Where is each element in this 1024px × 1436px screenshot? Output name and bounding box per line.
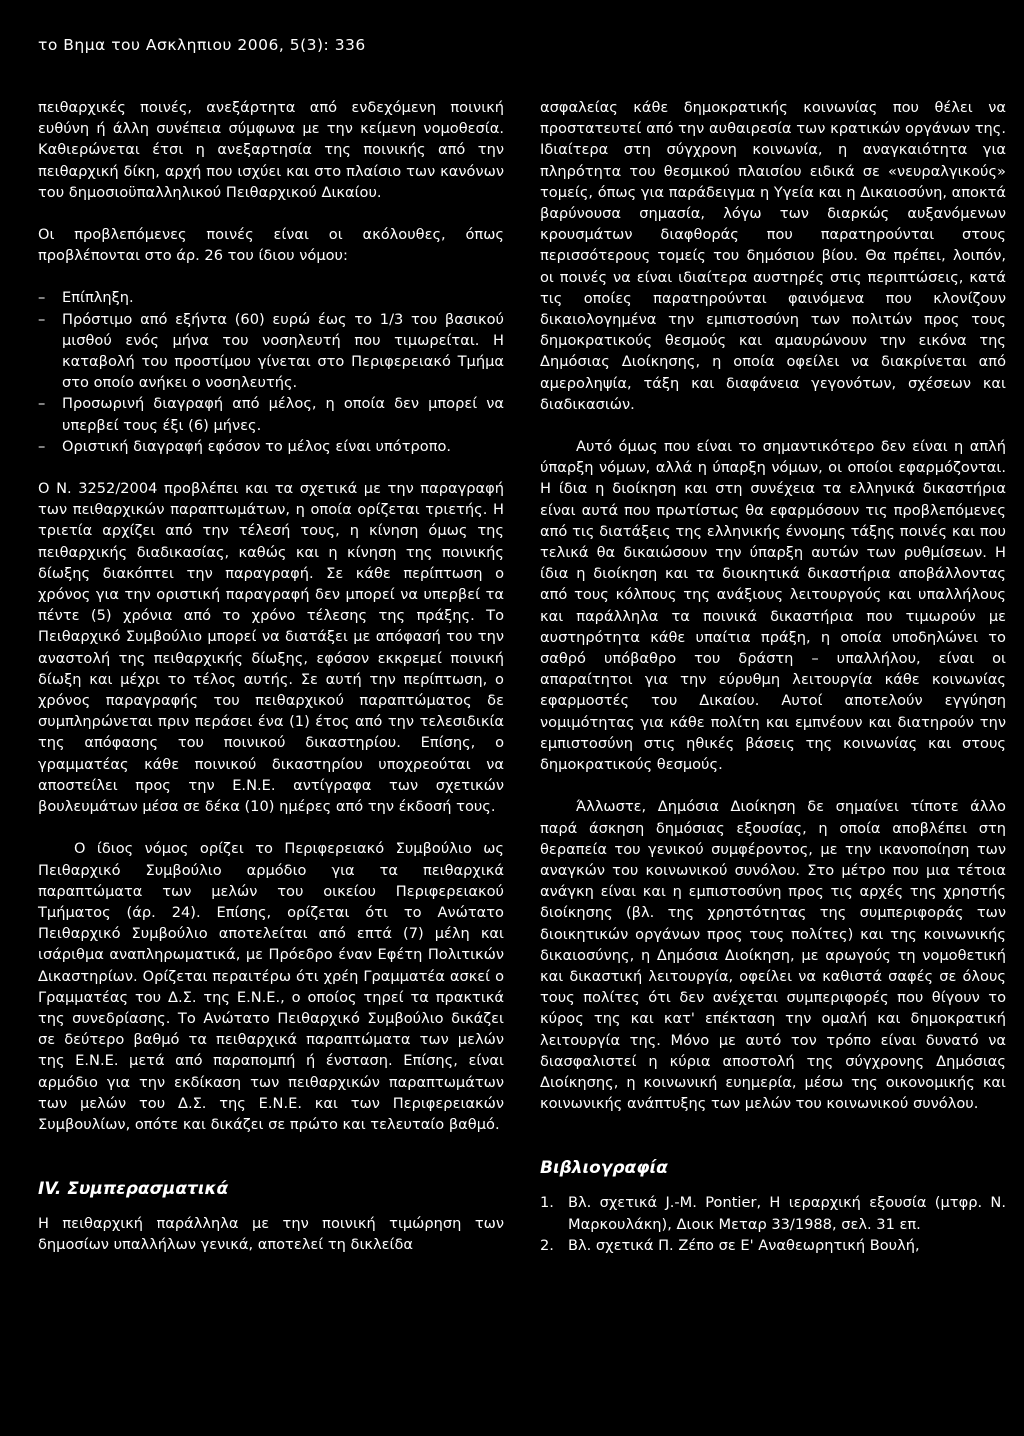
- bibliography-heading: Βιβλιογραφία: [540, 1158, 668, 1179]
- section-heading: IV. Συμπερασματικά: [38, 1179, 229, 1200]
- bibliography-item: 2. Βλ. σχετικά Π. Ζέπο σε Ε' Αναθεωρητική Βουλή,: [540, 1236, 920, 1254]
- paragraph: πειθαρχικές ποινές, ανεξάρτητα από ενδεχόμενη ποινική ευθύνη ή άλλη συνέπεια σύμφωνα με την κείμενη νομοθεσία. Καθιερώνεται έτσι η ανεξαρτησία της ποινικής από την πειθαρχική δίκη, αρχή που ισχύει και στο πλαίσιο των κανόνων του δημοσιοϋπαλληλικού Πειθαρχικού Δικαίου.: [38, 99, 504, 201]
- list-item: – Επίπληξη.: [38, 287, 504, 308]
- paragraph: Ο ίδιος νόμος ορίζει το Περιφερειακό Συμβούλιο ως Πειθαρχικό Συμβούλιο αρμόδιο για τα πειθαρχικά παραπτώματα των μελών του οικείου Περιφερειακού Τμήματος (άρ. 24). Επίσης, ορίζεται ότι το Ανώτατο Πειθαρχικό Συμβούλιο αποτελείται από επτά (7) μέλη και ισάριθμα αναπληρωματικά, με Πρόεδρο έναν Εφέτη Πολιτικών Δικαστηρίων. Ορίζεται περαιτέρω ότι χρέη Γραμματέα ασκεί ο Γραμματέας του Δ.Σ. της Ε.Ν.Ε., ο οποίος τηρεί τα πρακτικά της συνεδρίασης. Το Ανώτατο Πειθαρχικό Συμβούλιο δικάζει σε δεύτερο βαθμό τα πειθαρχικά παραπτώματα των μελών της Ε.Ν.Ε. μετά από παραπομπή ή ένσταση. Επίσης, είναι αρμόδιο για την εκδίκαση των πειθαρχικών παραπτωμάτων των μελών του Δ.Σ. της Ε.Ν.Ε. και των Περιφερειακών Συμβουλίων, οπότε και δικάζει σε πρώτο και τελευταίο βαθμό.: [38, 840, 504, 1133]
- list-item: – Οριστική διαγραφή εφόσον το μέλος είναι υπότροπο.: [38, 436, 504, 457]
- paragraph: ασφαλείας κάθε δημοκρατικής κοινωνίας που θέλει να προστατευτεί από την αυθαιρεσία των κρατικών οργάνων της. Ιδιαίτερα στη σύγχρονη κοινωνία, η αναγκαιότητα για πληρότητα του θεσμικού πλαισίου ειδικά σε «νευραλγικούς» τομείς, όπως για παράδειγμα η Υγεία και η Δικαιοσύνη, αποκτά βαρύνουσα σημασία, λόγω των διαρκώς αυξανόμενων κρουσμάτων διαφθοράς που παρατηρούνται στους περισσότερους τομείς του δημόσιου βίου. Θα πρέπει, λοιπόν, οι ποινές να είναι ιδιαίτερα αυστηρές στις περιπτώσεις, κατά τις οποίες παρατηρούνται φαινόμενα που κλονίζουν δικαιολογημένα την εμπιστοσύνη των πολιτών προς τους δημοκρατικούς θεσμούς και αμαυρώνουν την εικόνα της Δημόσιας Διοίκησης, η οποία οφείλει να διακρίνεται από αμεροληψία, τάξη και διαφάνεια γεγονότων, σχέσεων και διαδικασιών.: [540, 99, 1006, 413]
- bibliography-item: 1. Βλ. σχετικά J.-M. Pontier, Η ιεραρχική εξουσία (μτφρ. Ν. Μαρκουλάκη), Διοικ Μεταρ 33/1988, σελ. 31 επ.: [540, 1194, 1006, 1233]
- bibliography-list: [540, 1192, 1006, 1256]
- paragraph: Η πειθαρχική παράλληλα με την ποινική τιμώρηση των δημοσίων υπαλλήλων γενικά, αποτελεί τη δικλείδα: [38, 1215, 504, 1254]
- paragraph: Ο Ν. 3252/2004 προβλέπει και τα σχετικά με την παραγραφή των πειθαρχικών παραπτωμάτων, η οποία ορίζεται τριετής. Η τριετία αρχίζει από την τέλεσή τους, η κίνηση όμως της πειθαρχικής διαδικασίας, καθώς και η κίνηση της ποινικής δίωξης διακόπτει την παραγραφή. Σε κάθε περίπτωση ο χρόνος για την οριστική παραγραφή δεν μπορεί να υπερβεί τα πέντε (5) χρόνια από το χρόνο τέλεσης της πράξης. Το Πειθαρχικό Συμβούλιο μπορεί να διατάξει με απόφασή του την αναστολή της πειθαρχικής δίωξης, εφόσον εκκρεμεί ποινική δίωξη και μέχρι το τέλος αυτής. Σε αυτή την περίπτωση, ο χρόνος παραγραφής του πειθαρχικού παραπτώματος δε συμπληρώνεται πριν περάσει ένα (1) έτος από την τελεσιδικία της απόφασης του ποινικού δικαστηρίου. Επίσης, ο γραμματέας κάθε ποινικού δικαστηρίου υποχρεούται να αποστείλει προς την Ε.Ν.Ε. αντίγραφα των σχετικών βουλευμάτων μέσα σε δέκα (10) ημέρες από την έκδοσή τους.: [38, 480, 504, 816]
- running-header: το Βημα του Ασκληπιου 2006, 5(3): 336: [38, 36, 366, 54]
- paragraph: Άλλωστε, Δημόσια Διοίκηση δε σημαίνει τίποτε άλλο παρά άσκηση δημόσιας εξουσίας, η οποία αποβλέπει στη θεραπεία του γενικού συμφέροντος, με την ικανοποίηση των αναγκών του κοινωνικού συνόλου. Στο μέτρο που μια τέτοια ανάγκη είναι και η εμπιστοσύνη προς τις αρχές της χρηστής διοίκησης (βλ. της χρηστότητας της συμπεριφοράς των διοικητικών οργάνων προς τους πολίτες) και της κοινωνικής δικαιοσύνης, η Δημόσια Διοίκηση, με αρωγούς τη νομοθετική και δικαστική λειτουργία, οφείλει να καθιστά σαφές σε όλους τους πολίτες ότι δεν ανέχεται συμπεριφορές που θίγουν το κύρος της και κατ' επέκταση την ομαλή και δημοκρατική λειτουργία της. Μόνο με αυτό τον τρόπο είναι δυνατό να διασφαλιστεί η κύρια αποστολή της σύγχρονης Δημόσιας Διοίκησης, η κοινωνική ευημερία, μέσω της οικονομικής και κοινωνικής ανάπτυξης των μελών του κοινωνικού συνόλου.: [540, 798, 1006, 1113]
- paragraph: Αυτό όμως που είναι το σημαντικότερο δεν είναι η απλή ύπαρξη νόμων, αλλά η ύπαρξη νόμων, οι οποίοι εφαρμόζονται. Η ίδια η διοίκηση και στη συνέχεια τα ελληνικά δικαστήρια είναι αυτά που πρωτίστως θα εφαρμόσουν τις προβλεπόμενες από τις διατάξεις της ελληνικής έννομης τάξης ποινές και που τελικά θα δικαιώσουν την ύπαρξη αυτών των ρυθμίσεων. Η ίδια η διοίκηση και τα διοικητικά δικαστήρια αποβάλλοντας από τους κόλπους της ανάξιους λειτουργούς και υπαλλήλους και παράλληλα τα ποινικά δικαστήρια που τιμωρούν με αυστηρότητα κάθε υπαίτια πράξη, η οποία υποδηλώνει το σαθρό υπόβαθρο του δράστη – υπαλλήλου, είναι οι απαραίτητοι για την εύρυθμη λειτουργία κάθε κοινωνίας εφαρμοστές του Δικαίου. Αυτοί αποτελούν εγγύηση νομιμότητας για κάθε πολίτη και εμπνέουν και διατηρούν την εμπιστοσύνη στις ηθικές βάσεις της κοινωνίας και στους δημοκρατικούς θεσμούς.: [540, 438, 1006, 774]
- right-column: [540, 97, 1006, 1256]
- list-item: – Προσωρινή διαγραφή από μέλος, η οποία δεν μπορεί να υπερβεί τους έξι (6) μήνες.: [38, 393, 504, 435]
- list-item: – Πρόστιμο από εξήντα (60) ευρώ έως το 1/3 του βασικού μισθού ενός μήνα του νοσηλευτή που τιμωρείται. Η καταβολή του προστίμου γίνεται στο Περιφερειακό Τμήμα στο οποίο ανήκει ο νοσηλευτής.: [38, 309, 504, 394]
- penalty-list: [38, 287, 504, 457]
- paragraph: Οι προβλεπόμενες ποινές είναι οι ακόλουθες, όπως προβλέπονται στο άρ. 26 του ίδιου νόμου:: [38, 226, 504, 265]
- left-column: [38, 97, 504, 1256]
